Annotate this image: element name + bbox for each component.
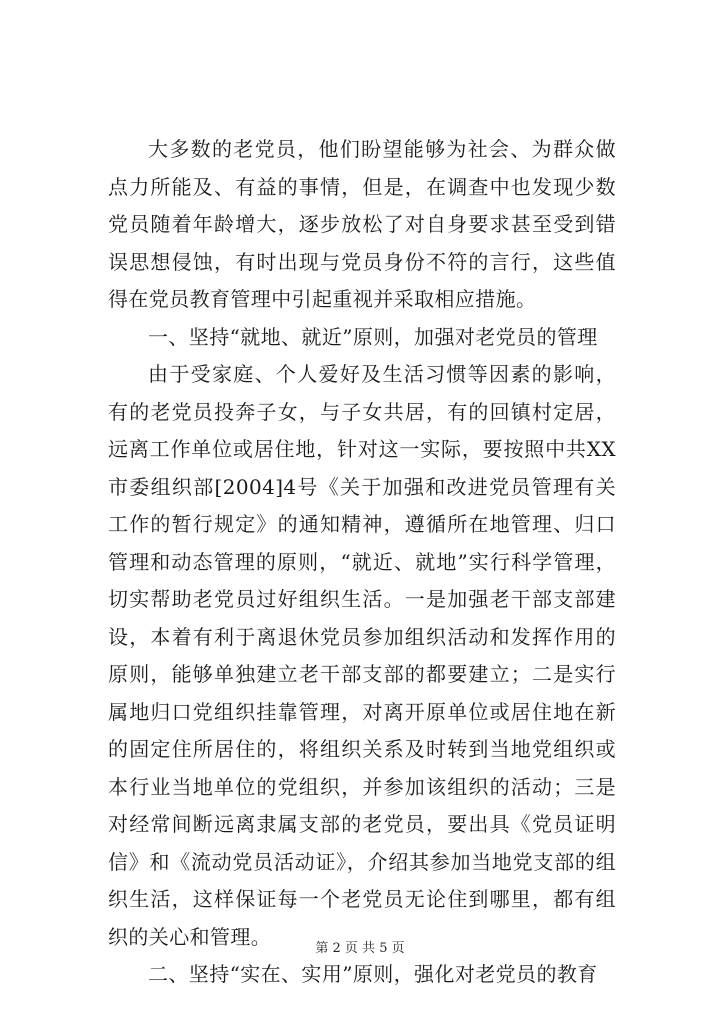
- body-paragraph: 大多数的老党员，他们盼望能够为社会、为群众做点力所能及、有益的事情，但是，在调查中也发现少数党员随着年龄增大，逐步放松了对自身要求甚至受到错误思想侵蚀，有时出现与党员身份不符的言行，这些值得在党员教育管理中引起重视并采取相应措施。: [108, 137, 616, 311]
- page-footer: 第 2 页 共 5 页: [315, 941, 405, 956]
- section-heading: 二、坚持“实在、实用”原则，强化对老党员的教育: [148, 962, 598, 986]
- document-body: [108, 131, 616, 994]
- section-heading: 一、坚持“就地、就近”原则，加强对老党员的管理: [148, 324, 598, 349]
- body-paragraph: 由于受家庭、个人爱好及生活习惯等因素的影响，有的老党员投奔子女，与子女共居，有的回镇村定居，远离工作单位或居住地，针对这一实际，要按照中共XX市委组织部[2004]4号《关于加强和改进党员管理有关工作的暂行规定》的通知精神，遵循所在地管理、归口管理和动态管理的原则，“就近、就地”实行科学管理，切实帮助老党员过好组织生活。一是加强老干部支部建设，本着有利于离退休党员参加组织活动和发挥作用的原则，能够单独建立老干部支部的都要建立；二是实行属地归口党组织挂靠管理，对离开原单位或居住地在新的固定住所居住的，将组织关系及时转到当地党组织或本行业当地单位的党组织，并参加该组织的活动；三是对经常间断远离隶属支部的老党员，要出具《党员证明信》和《流动党员活动证》，介绍其参加当地党支部的组织生活，这样保证每一个老党员无论住到哪里，都有组织的关心和管理。: [108, 362, 616, 949]
